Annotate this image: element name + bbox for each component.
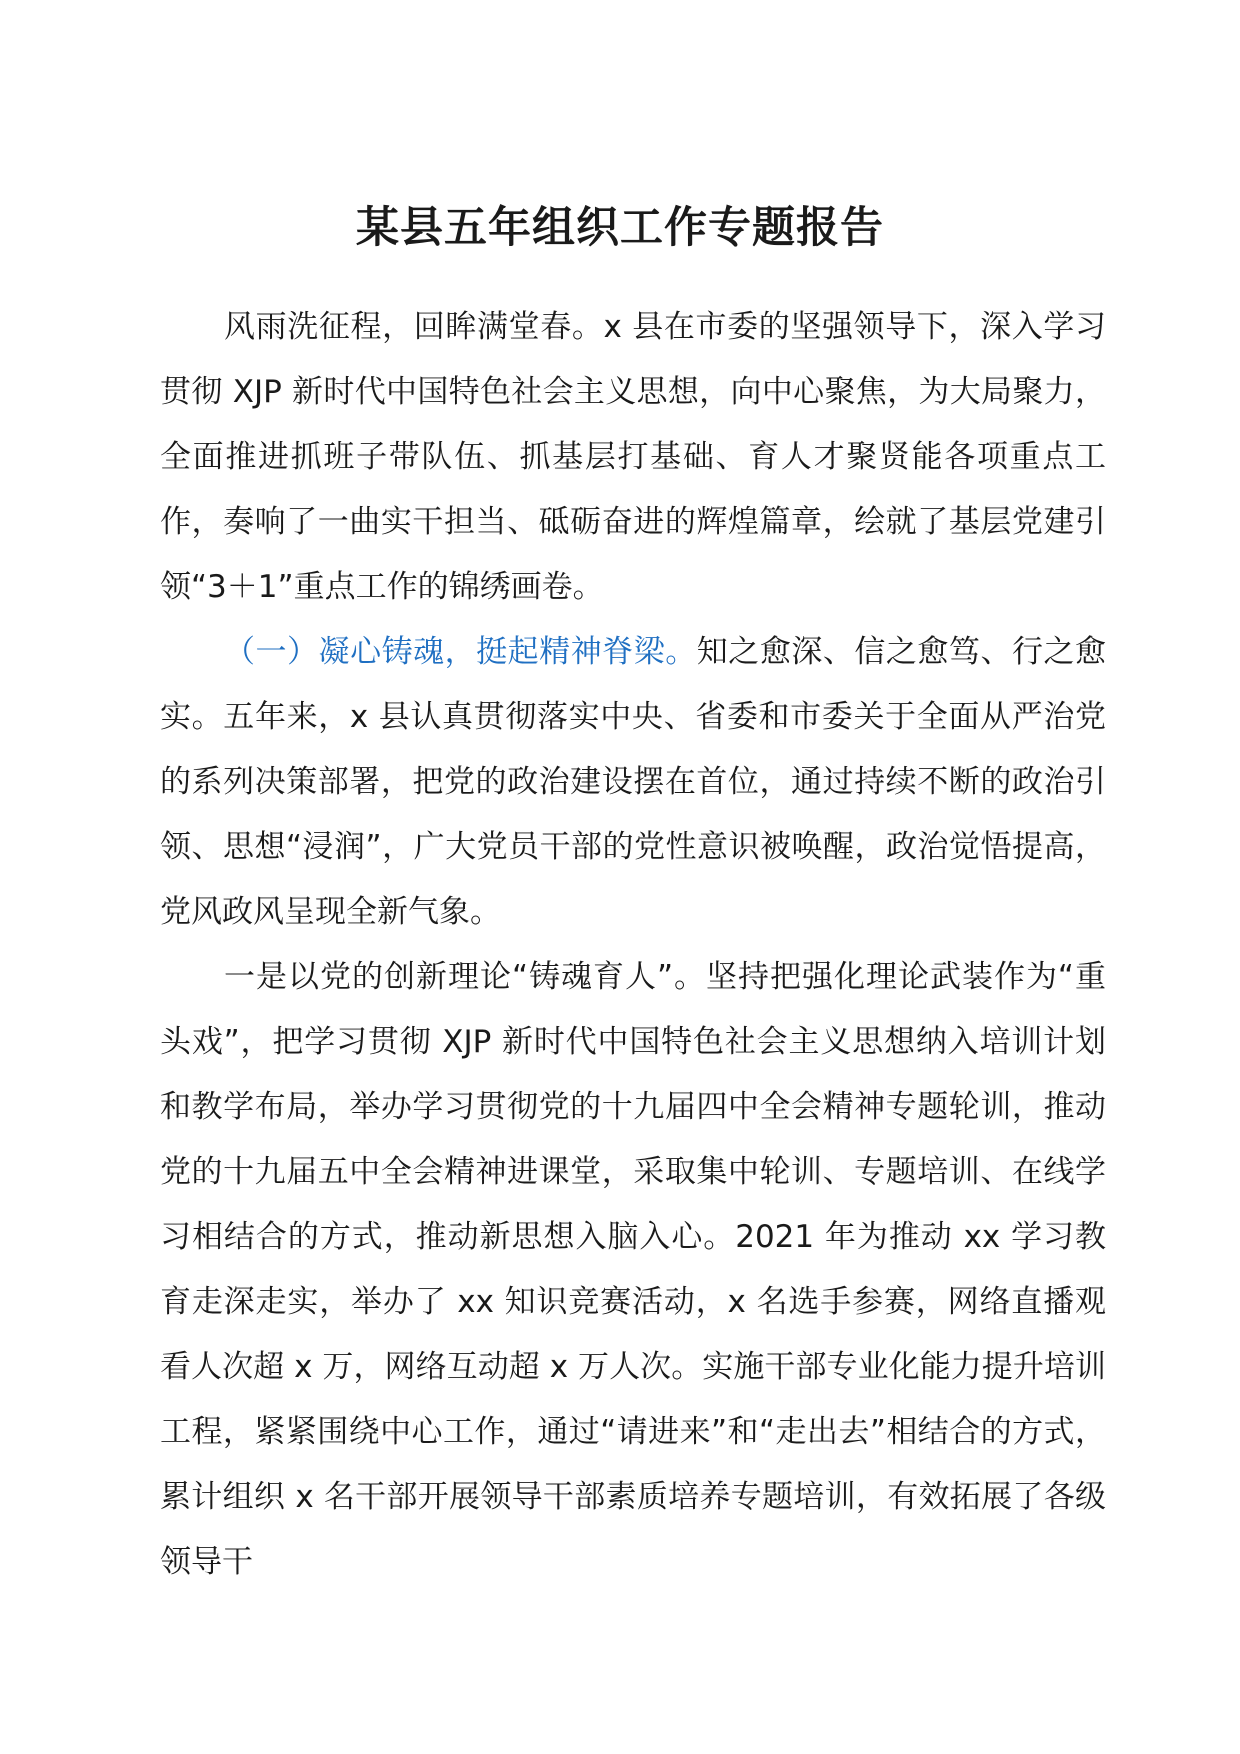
paragraph-section-one-text: 知之愈深、信之愈笃、行之愈实。五年来，x 县认真贯彻落实中央、省委和市委关于全面从严治党的系列决策部署，把党的政治建设摆在首位，通过持续不断的政治引领、思想“浸润”，广大党员干部的党性意识被唤醒，政治觉悟提高，党风政风呈现全新气象。 xyxy=(160,634,1107,930)
document-body xyxy=(160,295,1106,1595)
document-title: 某县五年组织工作专题报告 xyxy=(356,203,884,253)
paragraph-intro xyxy=(160,295,1106,620)
section-heading-one: （一）凝心铸魂，挺起精神脊梁。 xyxy=(224,634,697,670)
paragraph-intro-text: 风雨洗征程，回眸满堂春。x 县在市委的坚强领导下，深入学习贯彻 XJP 新时代中国特色社会主义思想，向中心聚焦，为大局聚力，全面推进抓班子带队伍、抓基层打基础、育人才聚贤能各项重点工作，奏响了一曲实干担当、砥砺奋进的辉煌篇章，绘就了基层党建引领“3＋1”重点工作的锦绣画卷。 xyxy=(160,309,1106,605)
paragraph-point-one-text: 一是以党的创新理论“铸魂育人”。坚持把强化理论武装作为“重头戏”，把学习贯彻 XJP 新时代中国特色社会主义思想纳入培训计划和教学布局，举办学习贯彻党的十九届四中全会精神专题轮训，推动党的十九届五中全会精神进课堂，采取集中轮训、专题培训、在线学习相结合的方式，推动新思想入脑入心。2021 年为推动 xx 学习教育走深走实，举办了 xx 知识竞赛活动，x 名选手参赛，网络直播观看人次超 x 万，网络互动超 x 万人次。实施干部专业化能力提升培训工程，紧紧围绕中心工作，通过“请进来”和“走出去”相结合的方式，累计组织 x 名干部开展领导干部素质培养专题培训，有效拓展了各级领导干 xyxy=(160,959,1106,1580)
paragraph-point-one xyxy=(160,945,1106,1595)
paragraph-section-one xyxy=(160,620,1106,945)
